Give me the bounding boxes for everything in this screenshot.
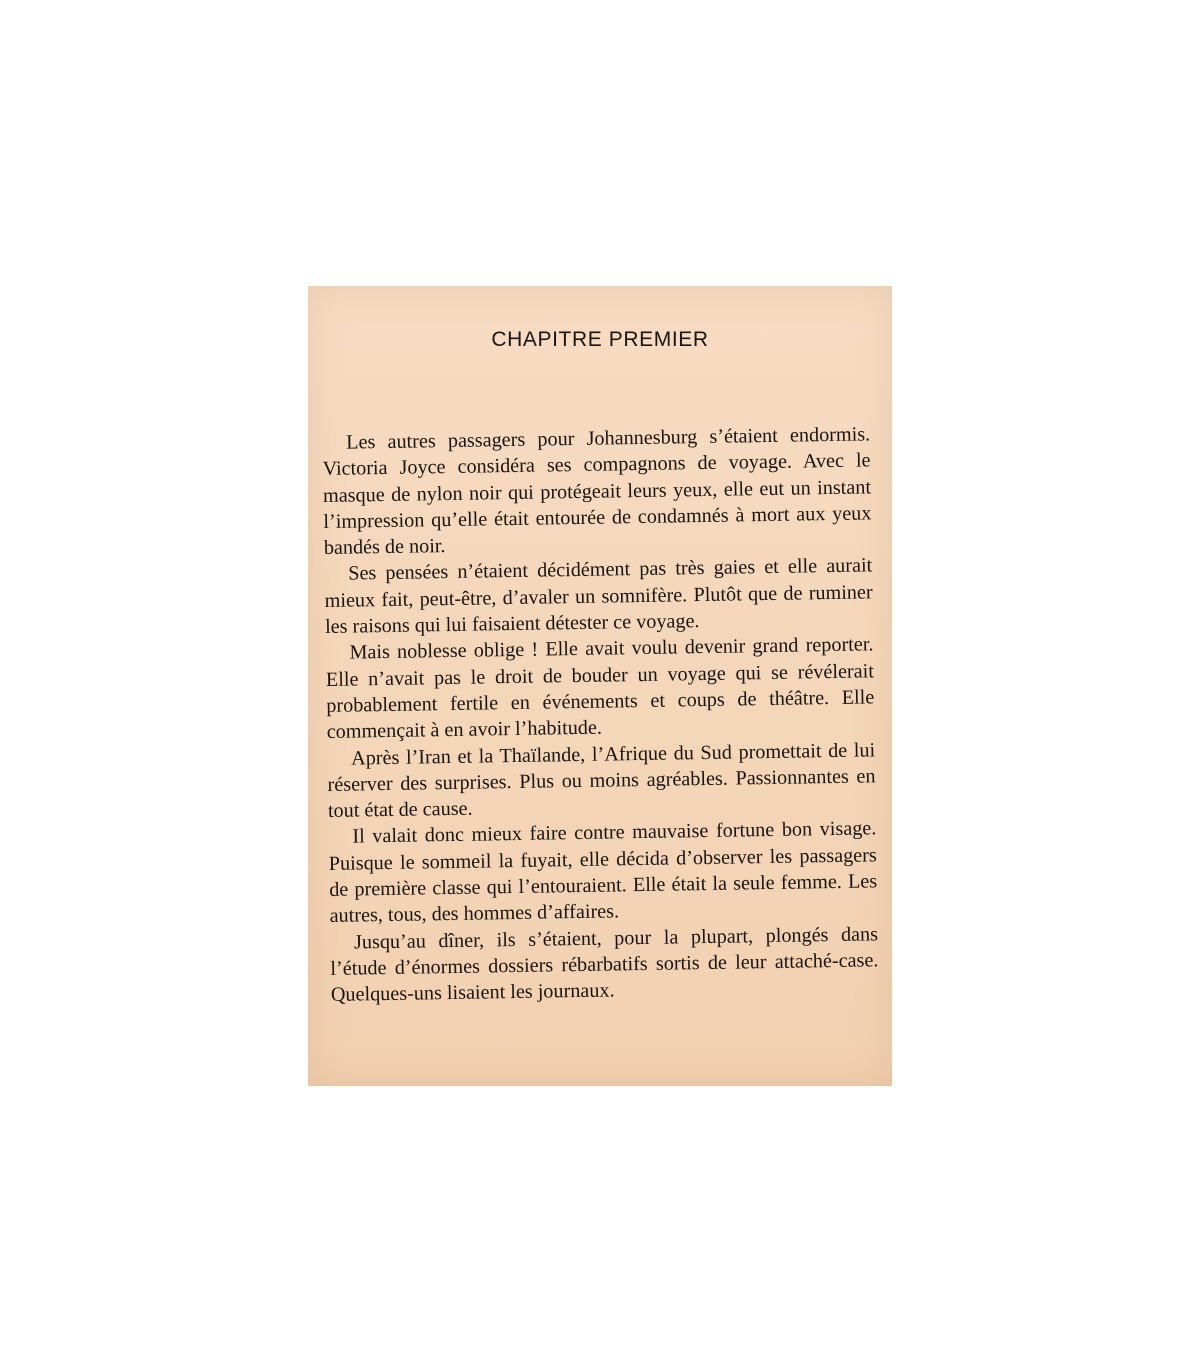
paragraph-3: Mais noblesse oblige ! Elle avait voulu devenir grand reporter. Elle n’avait pas le droit de bouder un voyage qui se révélerait probablement fertile en événements et coups de théâtre. Elle commençait à en avoir l’habitude. — [325, 633, 875, 744]
paragraph-5: Il valait donc mieux faire contre mauvaise fortune bon visage. Puisque le sommeil la fuyait, elle décida d’observer les passagers de première classe qui l’entouraient. Elle était la seule femme. Les autres, tous, des hommes d’affaires. — [328, 817, 878, 928]
paragraph-6: Jusqu’au dîner, ils s’étaient, pour la plupart, plongés dans l’étude d’énormes dossiers rébarbatifs sortis de leur attaché-case. Quelques-uns lisaient les journaux. — [330, 922, 879, 1007]
book-page-scan — [308, 286, 892, 1086]
paragraph-4: Après l’Iran et la Thaïlande, l’Afrique du Sud promettait de lui réserver des surprises. Plus ou moins agréables. Passionnantes en tout état de cause. — [327, 738, 876, 823]
paragraph-2: Ses pensées n’étaient décidément pas très gaies et elle aurait mieux fait, peut-être, d’avaler un somnifère. Plutôt que de ruminer les raisons qui lui faisaient détester ce voyage. — [324, 554, 873, 639]
body-text — [322, 421, 879, 1008]
chapter-title: CHAPITRE PREMIER — [491, 328, 709, 351]
paragraph-1: Les autres passagers pour Johannesburg s’étaient endormis. Victoria Joyce considéra ses compagnons de voyage. Avec le masque de nylon noir qui protégeait leurs yeux, elle eut un instant l’impression qu’elle était entourée de condamnés à mort aux yeux bandés de noir. — [322, 423, 872, 560]
